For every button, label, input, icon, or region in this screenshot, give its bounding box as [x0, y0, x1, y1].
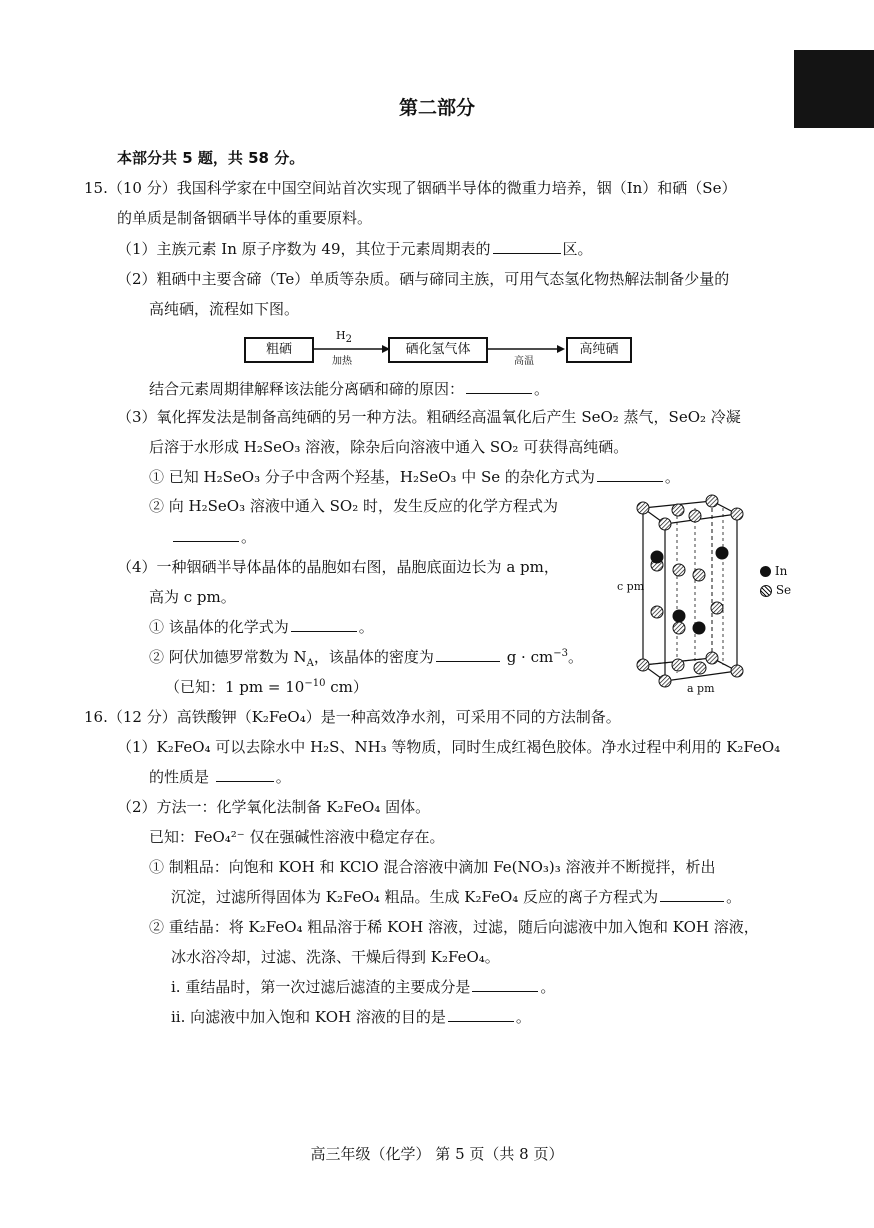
q15-part4-note-tail: cm）: [325, 678, 368, 696]
q15-stem-line1: 15.（10 分）我国科学家在中国空间站首次实现了铟硒半导体的微重力培养，铟（In）和硒（Se）: [84, 179, 737, 197]
legend-se: [760, 583, 791, 597]
q15-part3-b: ② 向 H₂SeO₃ 溶液中通入 SO₂ 时，发生反应的化学方程式为: [149, 497, 558, 515]
figure-a-label: a pm: [687, 682, 715, 695]
answer-blank[interactable]: [466, 379, 532, 394]
q15-part2-question-text: 结合元素周期律解释该法能分离硒和碲的原因：: [149, 380, 465, 398]
q15-part1-tail: 区。: [562, 240, 593, 258]
q16-part2-b-i-tail: 。: [540, 978, 556, 996]
legend-se-label: Se: [775, 583, 792, 597]
q16-part2-b-line2: 冰水浴冷却，过滤、洗涤、干燥后得到 K₂FeO₄。: [171, 948, 500, 966]
legend-se-marker: [760, 585, 772, 597]
q16-part2-b-i: [171, 976, 555, 998]
legend-in-label: In: [774, 564, 788, 578]
answer-blank[interactable]: [493, 239, 561, 254]
q16-part2-b-ii-text: ii. 向滤液中加入饱和 KOH 溶液的目的是: [171, 1008, 446, 1026]
answer-blank[interactable]: [436, 647, 500, 662]
q16-part2-a-line1: ① 制粗品：向饱和 KOH 和 KClO 混合溶液中滴加 Fe(NO₃)₃ 溶液并不断搅拌，析出: [149, 858, 716, 876]
q15-part1-text: （1）主族元素 In 原子序数为 49，其位于元素周期表的: [117, 240, 491, 258]
legend-in: [760, 564, 787, 578]
q15-part3-a-text: ① 已知 H₂SeO₃ 分子中含两个羟基，H₂SeO₃ 中 Se 的杂化方式为: [149, 468, 595, 486]
q15-part4-b-tail: 。: [567, 648, 583, 666]
answer-blank[interactable]: [660, 887, 724, 902]
flow-box-hydrogen-selenide: 硒化氢气体: [388, 337, 488, 363]
q15-part3-a-tail: 。: [664, 468, 680, 486]
answer-blank[interactable]: [291, 617, 357, 632]
q15-part4-note-sup: −10: [304, 678, 326, 689]
q15-part4-note: [165, 676, 368, 698]
q15-part4-b-text: ② 阿伏加德罗常数为 N: [149, 648, 307, 666]
q15-stem-line2: 的单质是制备铟硒半导体的重要原料。: [117, 209, 373, 227]
q15-part4-b-sup: −3: [553, 648, 568, 659]
q15-part4-a: [149, 616, 374, 638]
q15-part2-line2: 高纯硒，流程如下图。: [149, 300, 300, 318]
q16-part2-line1: （2）方法一：化学氧化法制备 K₂FeO₄ 固体。: [117, 798, 431, 816]
q16-part1-line2-text: 的性质是: [149, 768, 210, 786]
q16-part2-b-i-text: i. 重结晶时，第一次过滤后滤渣的主要成分是: [171, 978, 471, 996]
q16-part2-b-ii-tail: 。: [515, 1008, 531, 1026]
q16-part1-line1: （1）K₂FeO₄ 可以去除水中 H₂S、NH₃ 等物质，同时生成红褐色胶体。净水过程中利用的 K₂FeO₄: [117, 738, 781, 756]
q15-part4-line1: （4）一种铟硒半导体晶体的晶胞如右图，晶胞底面边长为 a pm，: [117, 558, 559, 576]
q15-part2-question-tail: 。: [534, 380, 550, 398]
section-title: 第二部分: [398, 97, 475, 119]
q16-part1-line2: [149, 766, 291, 788]
flow-arrow2-bottom: 高温: [514, 356, 534, 367]
q15-part4-b-mid: ，该晶体的密度为: [313, 648, 434, 666]
q15-part2-line1: （2）粗硒中主要含碲（Te）单质等杂质。硒与碲同主族，可用气态氢化物热解法制备少量的: [117, 270, 730, 288]
flow-box-pure-selenium: 高纯硒: [566, 337, 632, 363]
answer-blank[interactable]: [448, 1007, 514, 1022]
q15-part4-note-text: （已知：1 pm = 10: [165, 678, 305, 696]
q15-part3-b-tail: 。: [241, 528, 257, 546]
figure-c-label: c pm: [617, 580, 645, 593]
legend-in-marker: [760, 566, 771, 577]
q15-part4-b: [149, 646, 583, 668]
section-intro: 本部分共 5 题，共 58 分。: [117, 149, 305, 167]
answer-blank[interactable]: [597, 467, 663, 482]
q16-stem: 16.（12 分）高铁酸钾（K₂FeO₄）是一种高效净水剂，可采用不同的方法制备。: [84, 708, 621, 726]
answer-blank[interactable]: [173, 527, 239, 542]
flow-box-crude-selenium: 粗硒: [244, 337, 314, 363]
page-footer: 高三年级（化学） 第 5 页（共 8 页）: [310, 1145, 564, 1163]
q15-part2-question: [149, 378, 549, 400]
q15-part4-a-tail: 。: [358, 618, 374, 636]
q15-part4-line2: 高为 c pm。: [149, 588, 236, 606]
q15-part1: [117, 238, 593, 260]
q16-part2-a-line2-text: 沉淀，过滤所得固体为 K₂FeO₄ 粗品。生成 K₂FeO₄ 反应的离子方程式为: [171, 888, 659, 906]
q16-part2-a-line2: [171, 886, 741, 908]
q16-part2-b-line1: ② 重结晶：将 K₂FeO₄ 粗品溶于稀 KOH 溶液，过滤，随后向滤液中加入饱和 KOH 溶液，: [149, 918, 759, 936]
q15-part3-a: [149, 466, 680, 488]
q15-part3-line2: 后溶于水形成 H₂SeO₃ 溶液，除杂后向溶液中通入 SO₂ 可获得高纯硒。: [149, 438, 629, 456]
flow-diagram: [244, 329, 634, 367]
q15-part4-b-subscript: A: [306, 658, 314, 669]
q15-part4-a-text: ① 该晶体的化学式为: [149, 618, 289, 636]
answer-blank[interactable]: [472, 977, 538, 992]
crystal-cell-figure: [615, 490, 800, 695]
q15-part4-b-unit: g · cm: [501, 648, 554, 666]
flow-arrow1-top: $H_2$: [336, 329, 352, 346]
q15-part3-line1: （3）氧化挥发法是制备高纯硒的另一种方法。粗硒经高温氧化后产生 SeO₂ 蒸气，SeO₂ 冷凝: [117, 408, 741, 426]
answer-blank[interactable]: [216, 767, 274, 782]
q16-part1-line2-tail: 。: [275, 768, 291, 786]
q16-part2-b-ii: [171, 1006, 531, 1028]
q15-part3-b-answer: [171, 526, 256, 548]
flow-arrow1-bottom: 加热: [332, 356, 352, 367]
q16-part2-known: 已知：FeO₄²⁻ 仅在强碱性溶液中稳定存在。: [149, 828, 445, 846]
q16-part2-a-line2-tail: 。: [726, 888, 742, 906]
